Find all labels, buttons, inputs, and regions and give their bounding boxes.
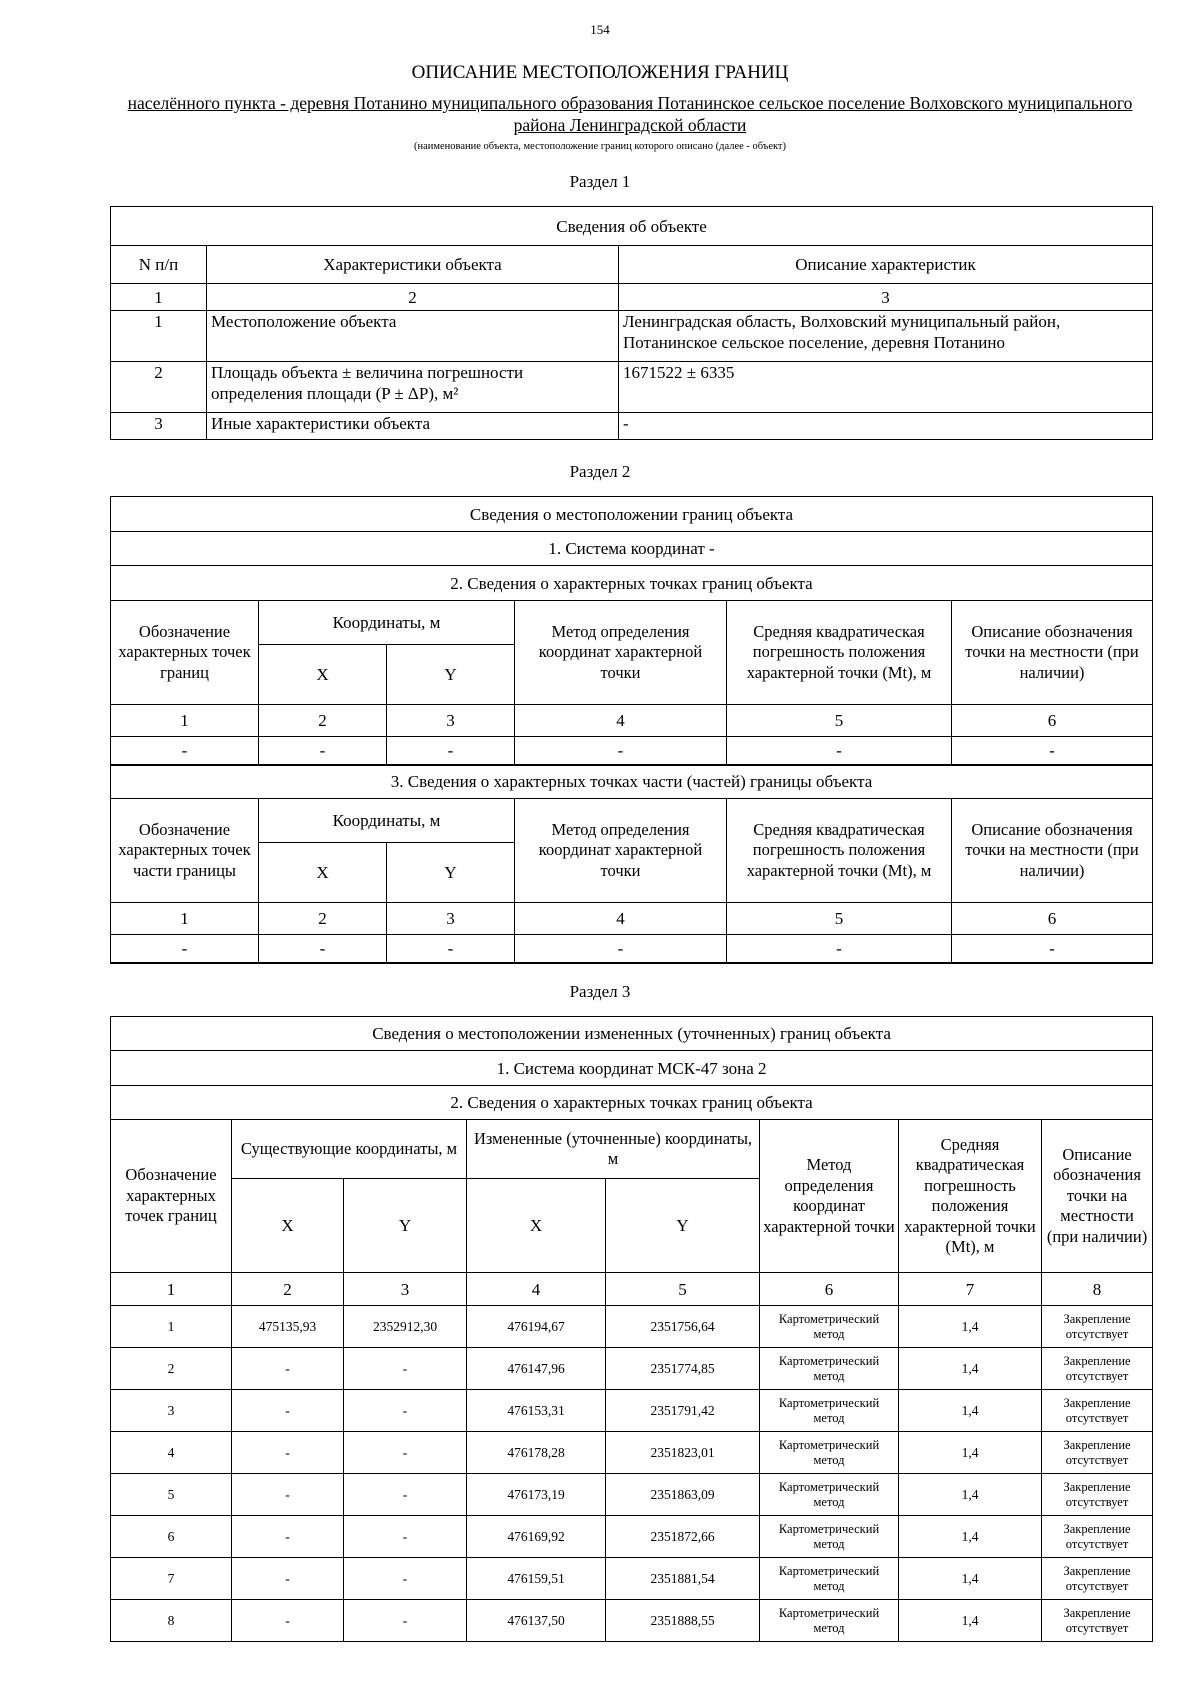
- description-cell: Закрепление отсутствует: [1042, 1558, 1153, 1600]
- table-title: Сведения о местоположении измененных (уточненных) границ объекта: [111, 1017, 1153, 1051]
- document-title: ОПИСАНИЕ МЕСТОПОЛОЖЕНИЯ ГРАНИЦ: [411, 62, 789, 83]
- subtitle-note: (наименование объекта, местоположение границ которого описано (далее - объект): [413, 141, 787, 152]
- point-number: 5: [111, 1474, 232, 1516]
- column-number: 3: [344, 1273, 467, 1306]
- document-subtitle: населённого пункта - деревня Потанино муниципального образования Потанинское сельское поселение Волховского муниципального района Ленинградской области: [127, 93, 1133, 135]
- description-header: Описание обозначения точки на местности (при наличии): [952, 799, 1153, 903]
- existing-x: -: [232, 1348, 344, 1390]
- row-number: 2: [111, 362, 207, 413]
- changed-y: 2351888,55: [606, 1600, 760, 1642]
- accuracy-header: Средняя квадратическая погрешность положения характерной точки (Mt), м: [727, 799, 952, 903]
- changed-x: 476137,50: [467, 1600, 606, 1642]
- column-number: 6: [760, 1273, 899, 1306]
- table-row: [111, 1390, 1153, 1432]
- column-number: 8: [1042, 1273, 1153, 1306]
- column-number: 4: [515, 705, 727, 737]
- object-info-table: [110, 206, 1153, 440]
- coordinates-header: Координаты, м: [259, 601, 515, 645]
- characteristic-name: Площадь объекта ± величина погрешности определения площади (P ± ΔP), м²: [207, 362, 619, 413]
- column-number: 4: [515, 903, 727, 935]
- x-header: X: [259, 645, 387, 705]
- description-cell: Закрепление отсутствует: [1042, 1432, 1153, 1474]
- description-cell: Закрепление отсутствует: [1042, 1516, 1153, 1558]
- column-header: N п/п: [111, 246, 207, 284]
- accuracy-cell: 1,4: [899, 1348, 1042, 1390]
- table-title: Сведения о местоположении границ объекта: [111, 497, 1153, 532]
- existing-y: 2352912,30: [344, 1306, 467, 1348]
- method-header: Метод определения координат характерной точки: [515, 601, 727, 705]
- changed-y: 2351791,42: [606, 1390, 760, 1432]
- column-number: 6: [952, 903, 1153, 935]
- empty-cell: -: [259, 935, 387, 963]
- accuracy-cell: 1,4: [899, 1432, 1042, 1474]
- point-number: 8: [111, 1600, 232, 1642]
- column-number: 3: [387, 903, 515, 935]
- accuracy-cell: 1,4: [899, 1306, 1042, 1348]
- empty-cell: -: [952, 737, 1153, 765]
- changed-y: 2351863,09: [606, 1474, 760, 1516]
- empty-cell: -: [727, 935, 952, 963]
- empty-cell: -: [259, 737, 387, 765]
- column-number: 1: [111, 705, 259, 737]
- points-body: [111, 1306, 1153, 1642]
- accuracy-cell: 1,4: [899, 1600, 1042, 1642]
- existing-x: -: [232, 1474, 344, 1516]
- accuracy-cell: 1,4: [899, 1516, 1042, 1558]
- characteristic-value: 1671522 ± 6335: [619, 362, 1153, 413]
- column-number: 5: [727, 903, 952, 935]
- column-number: 5: [727, 705, 952, 737]
- column-number: 3: [387, 705, 515, 737]
- changed-boundary-table: [110, 1016, 1153, 1642]
- changed-x: 476147,96: [467, 1348, 606, 1390]
- column-number: 1: [111, 284, 207, 311]
- existing-x: -: [232, 1600, 344, 1642]
- subsection-title: 2. Сведения о характерных точках границ объекта: [111, 1086, 1153, 1120]
- description-cell: Закрепление отсутствует: [1042, 1600, 1153, 1642]
- y-header: Y: [387, 843, 515, 903]
- existing-y: -: [344, 1600, 467, 1642]
- description-cell: Закрепление отсутствует: [1042, 1390, 1153, 1432]
- method-header: Метод определения координат характерной точки: [515, 799, 727, 903]
- changed-x-header: X: [467, 1179, 606, 1273]
- method-cell: Картометрический метод: [760, 1516, 899, 1558]
- existing-coordinates-header: Существующие координаты, м: [232, 1120, 467, 1179]
- column-header: Характеристики объекта: [207, 246, 619, 284]
- column-number: 4: [467, 1273, 606, 1306]
- column-number: 6: [952, 705, 1153, 737]
- empty-cell: -: [387, 737, 515, 765]
- empty-cell: -: [952, 935, 1153, 963]
- existing-x-header: X: [232, 1179, 344, 1273]
- empty-cell: -: [111, 737, 259, 765]
- column-number: 5: [606, 1273, 760, 1306]
- point-number: 1: [111, 1306, 232, 1348]
- method-cell: Картометрический метод: [760, 1558, 899, 1600]
- section-1-title: Раздел 1: [569, 172, 631, 191]
- accuracy-header: Средняя квадратическая погрешность положения характерной точки (Mt), м: [899, 1120, 1042, 1273]
- method-cell: Картометрический метод: [760, 1390, 899, 1432]
- characteristic-name: Иные характеристики объекта: [207, 413, 619, 440]
- empty-cell: -: [111, 935, 259, 963]
- changed-x: 476169,92: [467, 1516, 606, 1558]
- changed-y: 2351774,85: [606, 1348, 760, 1390]
- description-cell: Закрепление отсутствует: [1042, 1474, 1153, 1516]
- method-cell: Картометрический метод: [760, 1306, 899, 1348]
- section-3-title: Раздел 3: [569, 982, 631, 1001]
- changed-y: 2351872,66: [606, 1516, 760, 1558]
- x-header: X: [259, 843, 387, 903]
- empty-cell: -: [515, 737, 727, 765]
- existing-y: -: [344, 1558, 467, 1600]
- section-2-title: Раздел 2: [569, 462, 631, 481]
- existing-x: -: [232, 1558, 344, 1600]
- column-number: 3: [619, 284, 1153, 311]
- existing-y: -: [344, 1348, 467, 1390]
- method-header: Метод определения координат характерной точки: [760, 1120, 899, 1273]
- description-header: Описание обозначения точки на местности (при наличии): [952, 601, 1153, 705]
- point-number: 2: [111, 1348, 232, 1390]
- coordinates-header: Координаты, м: [259, 799, 515, 843]
- column-number: 2: [207, 284, 619, 311]
- method-cell: Картометрический метод: [760, 1432, 899, 1474]
- changed-coordinates-header: Измененные (уточненные) координаты, м: [467, 1120, 760, 1179]
- changed-x: 476194,67: [467, 1306, 606, 1348]
- designation-header: Обозначение характерных точек границ: [111, 1120, 232, 1273]
- subsection-title: 3. Сведения о характерных точках части (частей) границы объекта: [111, 765, 1153, 799]
- changed-y: 2351823,01: [606, 1432, 760, 1474]
- subsection-title: 2. Сведения о характерных точках границ объекта: [111, 566, 1153, 601]
- accuracy-cell: 1,4: [899, 1390, 1042, 1432]
- designation-header: Обозначение характерных точек границ: [111, 601, 259, 705]
- column-number: 7: [899, 1273, 1042, 1306]
- empty-cell: -: [727, 737, 952, 765]
- table-title: Сведения об объекте: [111, 207, 1153, 246]
- changed-y: 2351756,64: [606, 1306, 760, 1348]
- column-header: Описание характеристик: [619, 246, 1153, 284]
- y-header: Y: [387, 645, 515, 705]
- existing-x: -: [232, 1390, 344, 1432]
- changed-x: 476173,19: [467, 1474, 606, 1516]
- existing-y-header: Y: [344, 1179, 467, 1273]
- accuracy-cell: 1,4: [899, 1558, 1042, 1600]
- accuracy-cell: 1,4: [899, 1474, 1042, 1516]
- table-row: [111, 1432, 1153, 1474]
- method-cell: Картометрический метод: [760, 1474, 899, 1516]
- changed-x: 476178,28: [467, 1432, 606, 1474]
- point-number: 7: [111, 1558, 232, 1600]
- coordinate-system: 1. Система координат -: [111, 532, 1153, 566]
- characteristic-name: Местоположение объекта: [207, 311, 619, 362]
- empty-cell: -: [387, 935, 515, 963]
- characteristic-value: -: [619, 413, 1153, 440]
- designation-part-header: Обозначение характерных точек части границы: [111, 799, 259, 903]
- page-number: 154: [590, 22, 610, 37]
- changed-x: 476153,31: [467, 1390, 606, 1432]
- table-row: [111, 1558, 1153, 1600]
- existing-y: -: [344, 1390, 467, 1432]
- table-row: [111, 1348, 1153, 1390]
- description-cell: Закрепление отсутствует: [1042, 1348, 1153, 1390]
- accuracy-header: Средняя квадратическая погрешность положения характерной точки (Mt), м: [727, 601, 952, 705]
- table-row: [111, 1306, 1153, 1348]
- changed-y-header: Y: [606, 1179, 760, 1273]
- column-number: 2: [259, 705, 387, 737]
- existing-y: -: [344, 1474, 467, 1516]
- existing-x: -: [232, 1432, 344, 1474]
- column-number: 1: [111, 1273, 232, 1306]
- column-number: 2: [232, 1273, 344, 1306]
- coordinate-system: 1. Система координат МСК-47 зона 2: [111, 1051, 1153, 1086]
- existing-x: 475135,93: [232, 1306, 344, 1348]
- table-row: [111, 1516, 1153, 1558]
- existing-y: -: [344, 1516, 467, 1558]
- method-cell: Картометрический метод: [760, 1600, 899, 1642]
- boundary-location-table: [110, 496, 1153, 964]
- point-number: 6: [111, 1516, 232, 1558]
- point-number: 4: [111, 1432, 232, 1474]
- changed-y: 2351881,54: [606, 1558, 760, 1600]
- table-row: [111, 1600, 1153, 1642]
- method-cell: Картометрический метод: [760, 1348, 899, 1390]
- column-number: 2: [259, 903, 387, 935]
- description-cell: Закрепление отсутствует: [1042, 1306, 1153, 1348]
- existing-y: -: [344, 1432, 467, 1474]
- description-header: Описание обозначения точки на местности (при наличии): [1042, 1120, 1153, 1273]
- column-number: 1: [111, 903, 259, 935]
- row-number: 3: [111, 413, 207, 440]
- changed-x: 476159,51: [467, 1558, 606, 1600]
- characteristic-value: Ленинградская область, Волховский муниципальный район, Потанинское сельское поселение, деревня Потанино: [619, 311, 1153, 362]
- existing-x: -: [232, 1516, 344, 1558]
- table-row: [111, 1474, 1153, 1516]
- point-number: 3: [111, 1390, 232, 1432]
- empty-cell: -: [515, 935, 727, 963]
- row-number: 1: [111, 311, 207, 362]
